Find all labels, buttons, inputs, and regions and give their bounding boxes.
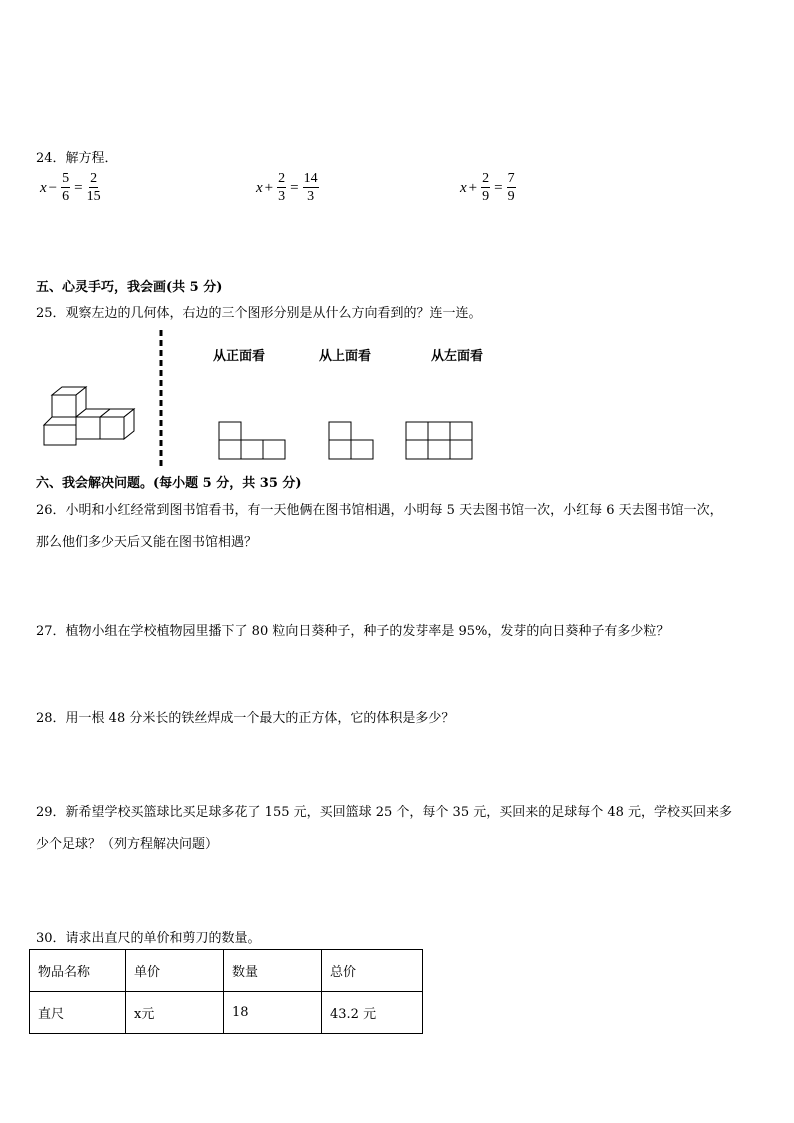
- eq3-right-fraction: [507, 172, 516, 204]
- eq2-right-fraction: [303, 172, 319, 204]
- q26-line-1: 26．小明和小红经常到图书馆看书，有一天他俩在图书馆相遇，小明每 5 天去图书馆一次，小红每 6 天去图书馆一次，: [36, 503, 723, 518]
- cell-quantity: 18: [224, 992, 322, 1034]
- view-shape-3: [405, 421, 475, 461]
- eq1-left-denominator: 6: [62, 189, 70, 204]
- eq3-left-denominator: 9: [482, 189, 490, 204]
- header-total-price: 总价: [322, 950, 423, 992]
- eq2-left-numerator: 2: [278, 171, 286, 186]
- eq1-right-denominator: 15: [86, 189, 101, 204]
- eq1-left-fraction: [61, 172, 70, 204]
- q30-prompt: 30．请求出直尺的单价和剪刀的数量。: [36, 931, 261, 946]
- header-item-name: 物品名称: [30, 950, 126, 992]
- equation-1: [40, 172, 103, 204]
- equation-3: [460, 172, 518, 204]
- eq3-equals: =: [494, 179, 503, 196]
- eq2-operator: +: [264, 179, 274, 196]
- eq1-right-numerator: 2: [90, 171, 98, 186]
- eq3-variable: x: [460, 179, 467, 196]
- eq1-right-fraction: [87, 172, 101, 204]
- q29-line-2: 少个足球？（列方程解决问题）: [36, 837, 219, 852]
- view-label-top: 从上面看: [319, 349, 372, 364]
- eq3-right-denominator: 9: [507, 189, 515, 204]
- eq2-left-denominator: 3: [278, 189, 286, 204]
- view-shape-2: [328, 421, 376, 461]
- eq2-left-fraction: [277, 172, 286, 204]
- eq3-operator: +: [468, 179, 478, 196]
- header-unit-price: 单价: [126, 950, 224, 992]
- q26-line-2: 那么他们多少天后又能在图书馆相遇？: [36, 535, 258, 550]
- dashed-divider: [158, 330, 164, 468]
- eq3-left-numerator: 2: [482, 171, 490, 186]
- q24-prompt: 24．解方程．: [36, 151, 118, 166]
- eq2-right-numerator: 14: [303, 171, 318, 186]
- view-shape-1: [218, 421, 288, 461]
- eq3-left-fraction: [481, 172, 490, 204]
- section-6-title: 六、我会解决问题。(每小题 5 分，共 35 分): [36, 476, 302, 491]
- q25-prompt: 25．观察左边的几何体，右边的三个图形分别是从什么方向看到的？连一连。: [36, 306, 482, 321]
- equation-2: [256, 172, 321, 204]
- cell-total-price: 43.2 元: [322, 992, 423, 1034]
- view-label-front: 从正面看: [213, 349, 266, 364]
- cell-item-name: 直尺: [30, 992, 126, 1034]
- geometric-solid-figure: [40, 385, 140, 447]
- table-row: [30, 992, 423, 1034]
- eq1-equals: =: [74, 179, 83, 196]
- eq2-right-denominator: 3: [307, 189, 315, 204]
- header-quantity: 数量: [224, 950, 322, 992]
- eq1-variable: x: [40, 179, 47, 196]
- eq1-left-numerator: 5: [62, 171, 70, 186]
- q29-line-1: 29．新希望学校买篮球比买足球多花了 155 元，买回篮球 25 个，每个 35 元，买回来的足球每个 48 元，学校买回来多: [36, 805, 733, 820]
- cell-unit-price: x元: [126, 992, 224, 1034]
- q27-text: 27．植物小组在学校植物园里播下了 80 粒向日葵种子，种子的发芽率是 95%，发芽的向日葵种子有多少粒？: [36, 624, 670, 639]
- q28-text: 28．用一根 48 分米长的铁丝焊成一个最大的正方体，它的体积是多少？: [36, 711, 455, 726]
- eq3-right-numerator: 7: [507, 171, 515, 186]
- view-label-left: 从左面看: [431, 349, 484, 364]
- eq1-operator: −: [48, 179, 58, 196]
- eq2-equals: =: [290, 179, 299, 196]
- section-5-title: 五、心灵手巧，我会画(共 5 分): [36, 280, 223, 295]
- price-table: [29, 949, 423, 1034]
- table-header-row: [30, 950, 423, 992]
- eq2-variable: x: [256, 179, 263, 196]
